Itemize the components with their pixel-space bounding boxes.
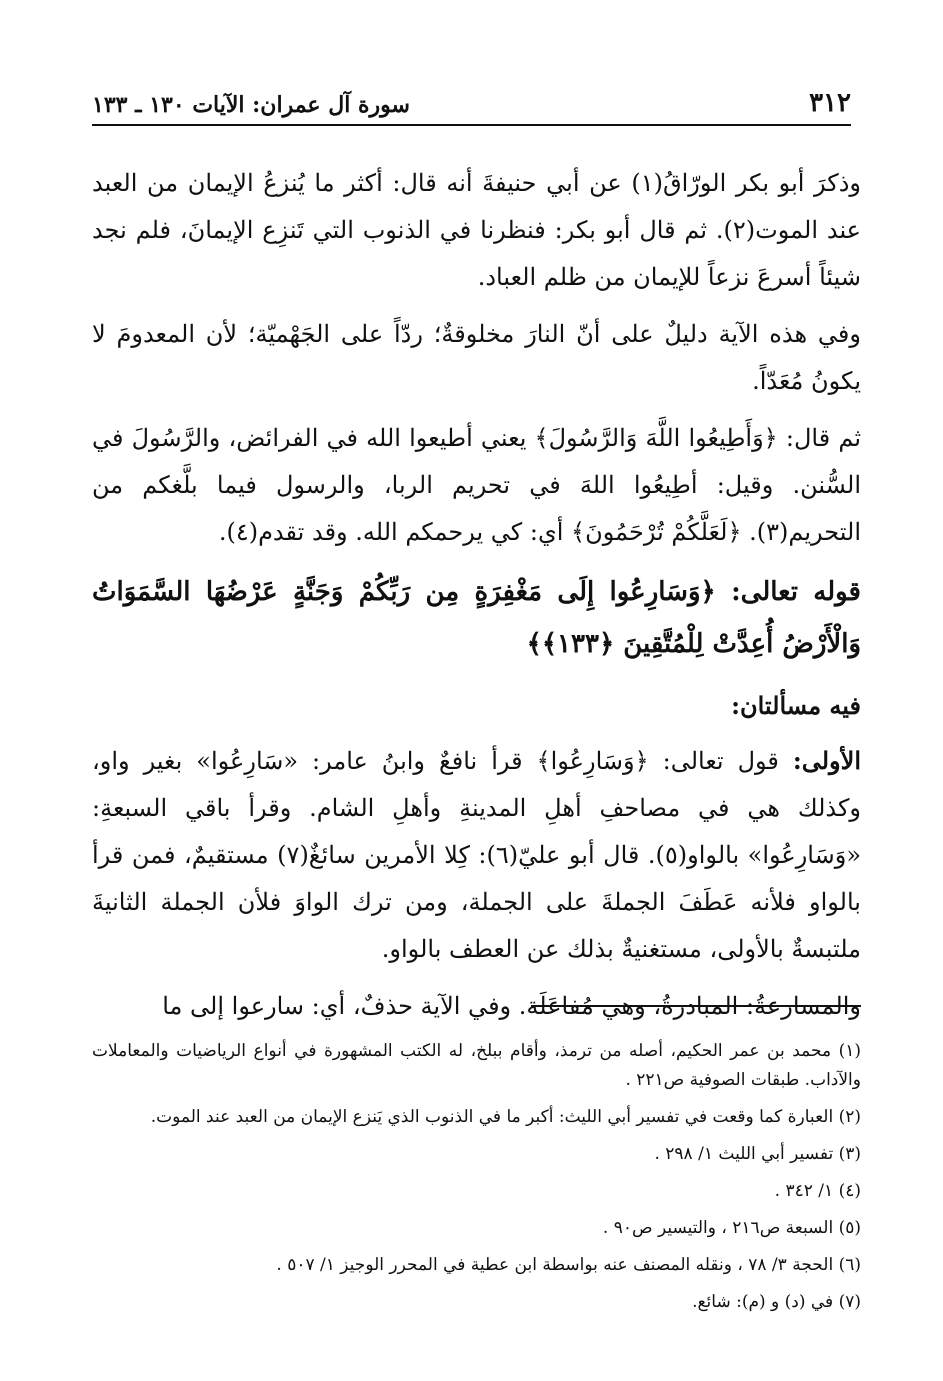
section-heading: فيه مسألتان: bbox=[731, 691, 861, 720]
paragraph-jahmiyya: وفي هذه الآية دليلٌ على أنّ النارَ مخلوقةٌ؛ ردّاً على الجَهْميّة؛ لأن المعدومَ لا يكونُ مُعَدّاً. bbox=[92, 320, 861, 395]
first-issue-text: قول تعالى: ﴿وَسَارِعُوا﴾ قرأ نافعٌ وابنُ عامر: «سَارِعُوا» بغير واو، وكذلك هي في مصاحفِ أهلِ المدينةِ وأهلِ الشام. وقرأ باقي السبعةِ: «وَسَارِعُوا» بالواو(٥). قال أبو عليّ(٦): كِلا الأمرين سائغٌ(٧) مستقيمٌ، فمن قرأ بالواو فلأنه عَطَفَ الجملةَ على الجملة، ومن ترك الواوَ فلأن الجملة الثانيةَ ملتبسةٌ بالأولى، مستغنيةٌ بذلك عن العطف بالواو. bbox=[92, 747, 861, 963]
footnote-1: (١) محمد بن عمر الحكيم، أصله من ترمذ، وأقام ببلخ، له الكتب المشهورة في أنواع الرياضيات والمعاملات والآداب. طبقات الصوفية ص٢٢١ . bbox=[92, 1041, 861, 1090]
paragraph-warraq: وذكرَ أبو بكر الورّاقُ(١) عن أبي حنيفةَ أنه قال: أكثر ما يُنزعُ الإيمان من العبد عند الموت(٢). ثم قال أبو بكر: فنظرنا في الذنوب التي تَنزِع الإيمانَ، فلم نجد شيئاً أسرعَ نزعاً للإيمان من ظلم العباد. bbox=[92, 169, 862, 291]
footnote-2: (٢) العبارة كما وقعت في تفسير أبي الليث: أكبر ما في الذنوب الذي يَنزع الإيمان من العبد عند الموت. bbox=[150, 1107, 861, 1127]
footnote-3: (٣) تفسير أبي الليث ١/ ٢٩٨ . bbox=[654, 1144, 861, 1164]
paragraph-musaraa: والمسارعةُ: المبادرةُ، وهي مُفاعَلَة. وفي الآية حذفٌ، أي: سارعوا إلى ما bbox=[162, 992, 861, 1020]
footnotes bbox=[92, 1037, 861, 1325]
footnote-6: (٦) الحجة ٣/ ٧٨ ، ونقله المصنف عنه بواسطة ابن عطية في المحرر الوجيز ١/ ٥٠٧ . bbox=[276, 1255, 861, 1275]
footnote-separator bbox=[531, 1005, 861, 1007]
footnote-7: (٧) في (د) و (م): شائع. bbox=[692, 1292, 861, 1312]
running-head: سورة آل عمران: الآيات ١٣٠ ـ ١٣٣ bbox=[92, 92, 410, 118]
verse-block bbox=[92, 566, 861, 670]
verse-label: قوله تعالى: bbox=[731, 577, 861, 607]
paragraph-obey: ثم قال: ﴿وَأَطِيعُوا اللَّهَ وَالرَّسُولَ﴾ يعني أطيعوا الله في الفرائض، والرَّسُولَ في السُّنن. وقيل: أطِيعُوا اللهَ في تحريم الربا، والرسول فيما بلَّغكم من التحريم(٣). ﴿لَعَلَّكُمْ تُرْحَمُونَ﴾ أي: كي يرحمكم الله. وقد تقدم(٤). bbox=[92, 424, 861, 546]
footnote-5: (٥) السبعة ص٢١٦ ، والتيسير ص٩٠ . bbox=[602, 1218, 861, 1238]
footnote-4: (٤) ١/ ٣٤٢ . bbox=[774, 1181, 861, 1201]
paragraph-first-issue bbox=[92, 737, 861, 973]
verse-text: ﴿وَسَارِعُوا إِلَى مَغْفِرَةٍ مِن رَبِّكُمْ وَجَنَّةٍ عَرْضُهَا السَّمَوَاتُ وَالْأَرْضُ أُعِدَّتْ لِلْمُتَّقِينَ ﴿١٣٣﴾﴾ bbox=[92, 577, 861, 659]
first-issue-label: الأولى: bbox=[792, 746, 861, 775]
main-text bbox=[92, 160, 861, 1040]
page-header bbox=[92, 82, 851, 126]
page-number: ٣١٢ bbox=[809, 88, 851, 118]
